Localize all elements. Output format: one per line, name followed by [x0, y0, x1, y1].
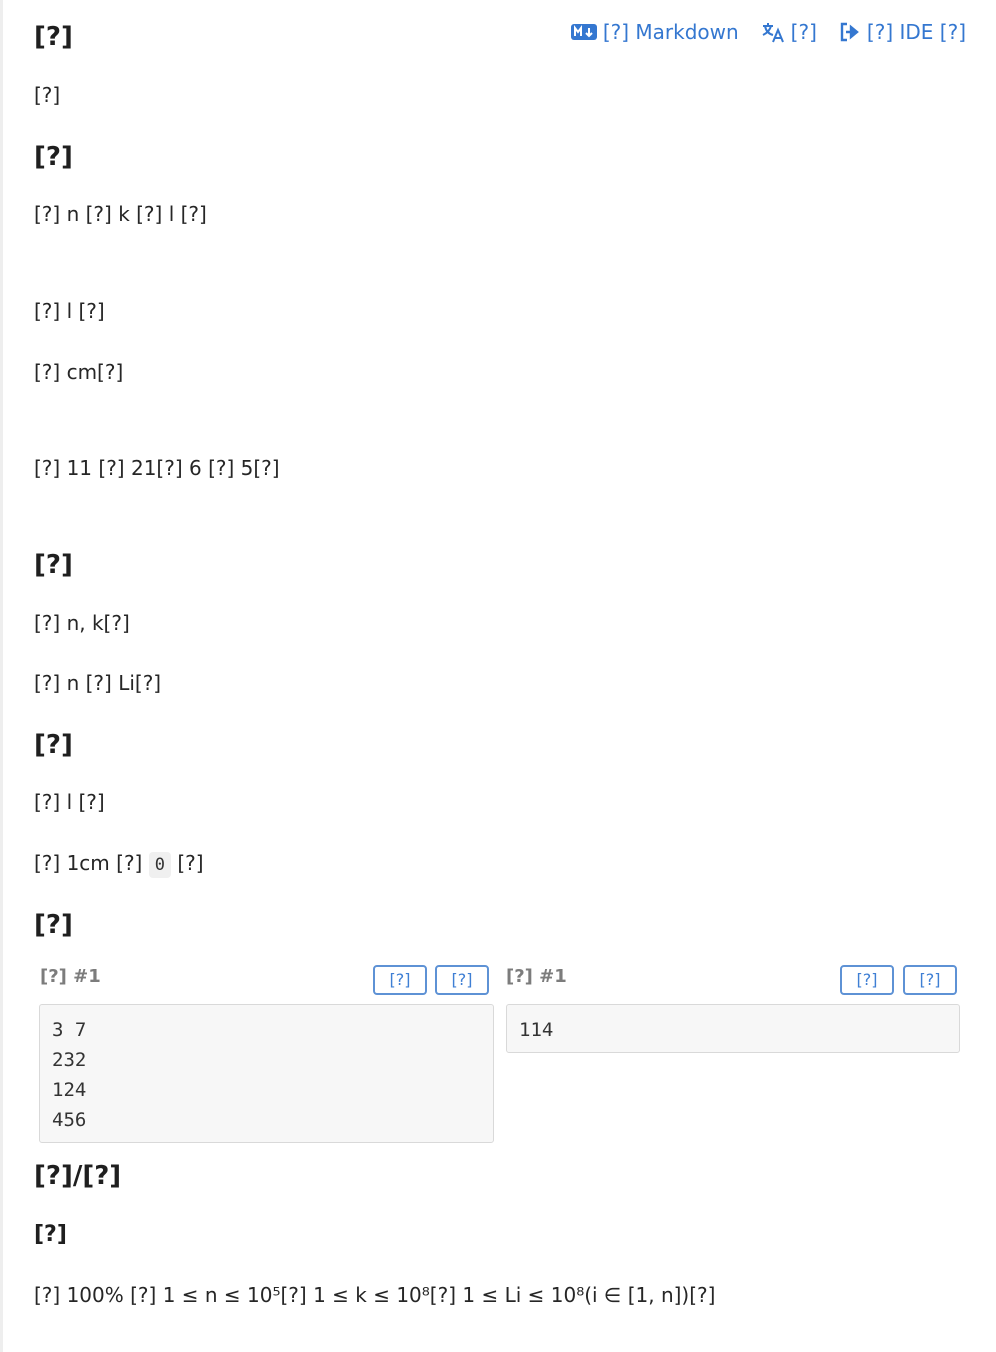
input-format-paragraph: [?] n, k[?]	[34, 611, 130, 635]
output-zero-suffix: [?]	[177, 851, 204, 875]
sample-input-line: 124	[52, 1079, 87, 1101]
toolbar	[571, 17, 966, 47]
output-format-paragraph	[34, 846, 204, 880]
sample-input-line: 456	[52, 1109, 87, 1131]
output-format-heading: [?]	[34, 730, 73, 760]
input-format-paragraph: [?] n [?] Li[?]	[34, 671, 162, 695]
data-scale-text: [?] 100% [?] 1 ≤ n ≤ 10⁵[?] 1 ≤ k ≤ 10⁸[?] 1 ≤ Li ≤ 10⁸(i ∈ [1, n])[?]	[34, 1283, 716, 1307]
description-paragraph: [?] 11 [?] 21[?] 6 [?] 5[?]	[34, 456, 280, 480]
language-label: [?]	[790, 20, 817, 44]
inline-code-zero: 0	[149, 852, 171, 878]
run-input-button[interactable]: [?]	[373, 965, 427, 995]
left-border	[0, 0, 3, 1352]
samples-heading: [?]	[34, 910, 73, 940]
run-output-button[interactable]: [?]	[840, 965, 894, 995]
input-format-heading: [?]	[34, 550, 73, 580]
background-heading: [?]	[34, 22, 73, 52]
sample-input-line: 232	[52, 1049, 87, 1071]
output-format-paragraph: [?] l [?]	[34, 790, 105, 814]
markdown-icon	[571, 23, 597, 41]
exit-ide-button[interactable]	[839, 17, 966, 47]
description-heading: [?]	[34, 142, 73, 172]
sample-input-line: 3 7	[52, 1019, 87, 1041]
sample-output-line: 114	[519, 1019, 554, 1041]
description-paragraph: [?] n [?] k [?] l [?]	[34, 202, 207, 226]
description-paragraph: [?] cm[?]	[34, 360, 124, 384]
sample-input-box	[39, 1004, 494, 1143]
sample-output-label: [?] #1	[506, 966, 567, 987]
hint-heading: [?]/[?]	[34, 1161, 122, 1191]
sample-input-label: [?] #1	[40, 966, 101, 987]
description-paragraph: [?] l [?]	[34, 299, 105, 323]
copy-output-button[interactable]: [?]	[903, 965, 957, 995]
data-scale-heading: [?]	[34, 1222, 67, 1247]
copy-input-button[interactable]: [?]	[435, 965, 489, 995]
sample-output-box	[506, 1004, 960, 1053]
exit-ide-label: [?] IDE [?]	[866, 20, 966, 44]
language-toggle[interactable]	[761, 17, 817, 47]
output-zero-text: [?] 1cm [?]	[34, 851, 143, 875]
copy-markdown-button[interactable]	[571, 17, 739, 47]
exit-icon	[839, 22, 861, 42]
copy-markdown-label: [?] Markdown	[602, 20, 739, 44]
background-text: [?]	[34, 83, 61, 107]
translate-icon	[761, 21, 785, 43]
